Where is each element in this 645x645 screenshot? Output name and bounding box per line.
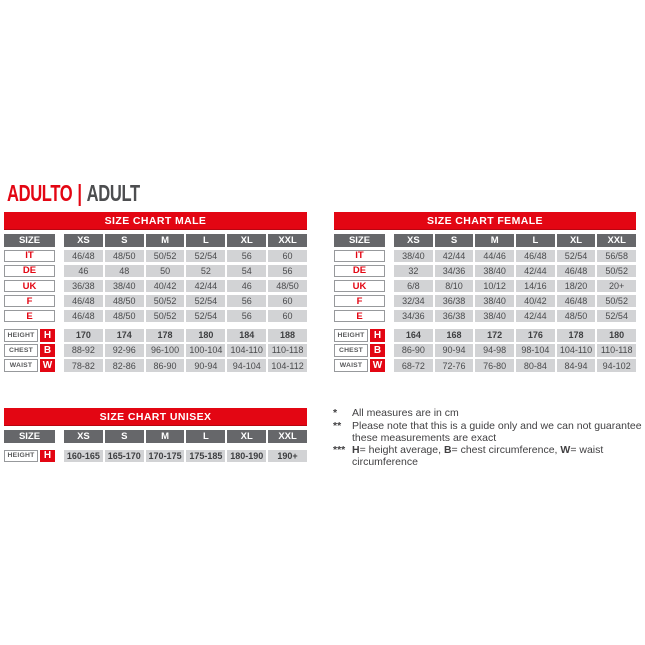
column-gutter [385, 359, 394, 372]
measure-row-label: CHEST [334, 344, 368, 357]
footnote [333, 408, 645, 420]
size-cell: 48/50 [105, 310, 144, 323]
page-title [7, 180, 140, 207]
size-cell: 60 [268, 310, 307, 323]
size-row [334, 295, 636, 308]
measure-cell: 180 [597, 329, 636, 342]
size-cell: 50/52 [597, 295, 636, 308]
measure-cells [64, 344, 307, 357]
size-cell: 50/52 [146, 250, 185, 263]
footnote-text: Please note that this is a guide only and we can not guarantee these measurements are exact [352, 419, 642, 444]
size-cell: 56 [227, 310, 266, 323]
size-row-label: F [4, 295, 55, 308]
size-cell: 42/44 [516, 265, 555, 278]
measure-cell: 90-94 [186, 359, 225, 372]
column-header-cell: XS [64, 430, 103, 443]
size-cell: 60 [268, 295, 307, 308]
footnote [333, 421, 645, 445]
size-cell: 14/16 [516, 280, 555, 293]
size-row-label-wrap [334, 310, 385, 323]
size-cells [64, 295, 307, 308]
size-cell: 60 [268, 250, 307, 263]
footnote-marker: * [333, 407, 338, 419]
measure-row-label: HEIGHT [4, 450, 38, 463]
size-row-label-wrap [334, 250, 385, 263]
measure-row [4, 450, 307, 463]
size-cell: 52/54 [186, 295, 225, 308]
size-cell: 56 [227, 295, 266, 308]
measure-cell: 190+ [268, 450, 307, 463]
size-row-label-wrap [334, 265, 385, 278]
size-cell: 50/52 [597, 265, 636, 278]
measure-letter-badge: H [40, 329, 55, 342]
size-cell: 52/54 [557, 250, 596, 263]
size-column-header: SIZE [4, 430, 55, 443]
size-cell: 40/42 [516, 295, 555, 308]
measure-cells [394, 329, 636, 342]
column-gutter [55, 295, 64, 308]
measure-cell: 160-165 [64, 450, 103, 463]
size-row-label-wrap [4, 280, 55, 293]
column-header-cell: S [105, 234, 144, 247]
measure-cell: 184 [227, 329, 266, 342]
size-cell: 46/48 [64, 250, 103, 263]
size-row-label: F [334, 295, 385, 308]
column-gutter [385, 265, 394, 278]
column-gutter [55, 450, 64, 463]
measure-row [334, 359, 636, 372]
column-header-cell: S [435, 234, 474, 247]
size-cell: 44/46 [475, 250, 514, 263]
size-cell: 48/50 [268, 280, 307, 293]
size-cell: 46 [64, 265, 103, 278]
size-cell: 46/48 [516, 250, 555, 263]
column-header-cells [64, 234, 307, 247]
column-gutter [55, 234, 64, 247]
size-cell: 38/40 [475, 265, 514, 278]
size-cell: 52/54 [186, 250, 225, 263]
measure-cell: 180-190 [227, 450, 266, 463]
size-row-label-wrap [334, 280, 385, 293]
measure-letter-badge: W [370, 359, 385, 372]
measure-row-label-wrap [334, 329, 385, 342]
size-row-label-wrap [334, 295, 385, 308]
column-gutter [385, 280, 394, 293]
size-row [4, 265, 307, 278]
size-cell: 46 [227, 280, 266, 293]
size-cell: 38/40 [475, 310, 514, 323]
measure-cell: 188 [268, 329, 307, 342]
column-header-cell: L [186, 234, 225, 247]
size-cell: 36/38 [435, 295, 474, 308]
measure-cell: 78-82 [64, 359, 103, 372]
measure-cell: 170 [64, 329, 103, 342]
page-title-primary: ADULTO [7, 180, 73, 206]
footnote-marker: ** [333, 419, 342, 432]
measure-cell: 100-104 [186, 344, 225, 357]
measure-cell: 178 [557, 329, 596, 342]
size-cells [394, 250, 636, 263]
size-row-label: E [4, 310, 55, 323]
measure-cell: 165-170 [105, 450, 144, 463]
table-title: SIZE CHART FEMALE [334, 212, 636, 230]
column-header-cell: M [146, 234, 185, 247]
measure-cell: 180 [186, 329, 225, 342]
measure-row-label: WAIST [4, 359, 38, 372]
measure-letter-badge: B [40, 344, 55, 357]
footnotes [333, 408, 645, 470]
measure-row-label: WAIST [334, 359, 368, 372]
size-cells [394, 295, 636, 308]
size-cells [64, 250, 307, 263]
size-chart-unisex-table [4, 408, 307, 465]
size-row [4, 250, 307, 263]
column-gutter [385, 329, 394, 342]
size-cell: 50/52 [146, 295, 185, 308]
size-chart-male-table [4, 212, 307, 374]
measure-cells [394, 359, 636, 372]
column-header-cell: L [516, 234, 555, 247]
measure-cell: 164 [394, 329, 433, 342]
footnote-text: All measures are in cm [352, 407, 459, 419]
measure-cell: 94-104 [227, 359, 266, 372]
measure-cells [394, 344, 636, 357]
size-row-label: E [334, 310, 385, 323]
measure-cell: 174 [105, 329, 144, 342]
size-cell: 52/54 [597, 310, 636, 323]
size-cells [394, 280, 636, 293]
column-header-cell: S [105, 430, 144, 443]
measure-cell: 94-102 [597, 359, 636, 372]
size-cell: 50/52 [146, 310, 185, 323]
size-cell: 20+ [597, 280, 636, 293]
column-header-cells [64, 430, 307, 443]
size-row [334, 310, 636, 323]
size-cell: 46/48 [557, 265, 596, 278]
size-row-label: UK [4, 280, 55, 293]
size-cell: 18/20 [557, 280, 596, 293]
measure-row-label: HEIGHT [4, 329, 38, 342]
size-row-label-wrap [4, 295, 55, 308]
measure-letter-badge: B [370, 344, 385, 357]
column-gutter [55, 310, 64, 323]
size-cell: 10/12 [475, 280, 514, 293]
size-cells [64, 265, 307, 278]
size-cell: 34/36 [435, 265, 474, 278]
column-header-cell: M [146, 430, 185, 443]
measure-row [334, 344, 636, 357]
measure-row-label-wrap [4, 359, 55, 372]
measure-cell: 104-110 [557, 344, 596, 357]
size-cell: 56 [227, 250, 266, 263]
column-header-cell: XS [394, 234, 433, 247]
measure-cell: 68-72 [394, 359, 433, 372]
measure-cells [64, 450, 307, 463]
size-row [334, 250, 636, 263]
measure-cell: 172 [475, 329, 514, 342]
measure-cell: 82-86 [105, 359, 144, 372]
size-cell: 32 [394, 265, 433, 278]
size-cells [394, 265, 636, 278]
size-cells [64, 280, 307, 293]
footnote-text: H= height average, B= chest circumference, W= waist circumference [352, 444, 604, 469]
column-header-cell: XXL [268, 234, 307, 247]
size-cell: 56/58 [597, 250, 636, 263]
measure-row [4, 329, 307, 342]
size-cell: 48/50 [105, 295, 144, 308]
measure-row-label-wrap [334, 344, 385, 357]
size-chart-female-table [334, 212, 636, 374]
measure-cell: 88-92 [64, 344, 103, 357]
measure-row-label-wrap [4, 450, 55, 463]
measure-cell: 72-76 [435, 359, 474, 372]
size-column-header: SIZE [334, 234, 385, 247]
column-gutter [55, 430, 64, 443]
measure-cells [64, 329, 307, 342]
page-title-secondary: ADULT [86, 180, 140, 206]
size-cell: 46/48 [557, 295, 596, 308]
measure-letter-badge: W [40, 359, 55, 372]
size-cell: 54 [227, 265, 266, 278]
size-cell: 40/42 [146, 280, 185, 293]
measure-cell: 92-96 [105, 344, 144, 357]
column-gutter [55, 280, 64, 293]
size-row [334, 265, 636, 278]
size-cell: 48 [105, 265, 144, 278]
size-cell: 6/8 [394, 280, 433, 293]
column-header-cell: L [186, 430, 225, 443]
column-gutter [385, 295, 394, 308]
measure-row-label: HEIGHT [334, 329, 368, 342]
column-header-cell: XS [64, 234, 103, 247]
measure-cell: 86-90 [146, 359, 185, 372]
size-row [4, 310, 307, 323]
size-row [4, 295, 307, 308]
measure-cell: 110-118 [268, 344, 307, 357]
size-cell: 50 [146, 265, 185, 278]
column-gutter [55, 359, 64, 372]
column-gutter [55, 250, 64, 263]
measure-row-label-wrap [4, 344, 55, 357]
column-header-row [4, 234, 307, 247]
measure-cell: 98-104 [516, 344, 555, 357]
size-cells [64, 310, 307, 323]
size-cell: 48/50 [105, 250, 144, 263]
measure-cell: 86-90 [394, 344, 433, 357]
footnote-marker: *** [333, 444, 346, 457]
column-header-cell: XL [227, 430, 266, 443]
measure-cell: 176 [516, 329, 555, 342]
size-cell: 56 [268, 265, 307, 278]
measure-cell: 84-94 [557, 359, 596, 372]
size-cell: 38/40 [105, 280, 144, 293]
column-header-cell: M [475, 234, 514, 247]
size-row-label-wrap [4, 250, 55, 263]
size-cell: 36/38 [435, 310, 474, 323]
column-header-cell: XXL [597, 234, 636, 247]
column-header-row [334, 234, 636, 247]
measure-row [334, 329, 636, 342]
column-gutter [385, 344, 394, 357]
column-gutter [385, 310, 394, 323]
measure-letter-badge: H [40, 450, 55, 463]
size-cell: 42/44 [435, 250, 474, 263]
measure-row-label: CHEST [4, 344, 38, 357]
size-row-label: DE [4, 265, 55, 278]
size-cell: 36/38 [64, 280, 103, 293]
size-cell: 38/40 [394, 250, 433, 263]
measure-cell: 110-118 [597, 344, 636, 357]
table-title: SIZE CHART MALE [4, 212, 307, 230]
size-cell: 34/36 [394, 310, 433, 323]
measure-cells [64, 359, 307, 372]
measure-row-label-wrap [334, 359, 385, 372]
column-gutter [55, 329, 64, 342]
size-cell: 42/44 [516, 310, 555, 323]
measure-cell: 175-185 [186, 450, 225, 463]
size-cell: 46/48 [64, 310, 103, 323]
table-title: SIZE CHART UNISEX [4, 408, 307, 426]
measure-row [4, 344, 307, 357]
measure-cell: 80-84 [516, 359, 555, 372]
size-cell: 32/34 [394, 295, 433, 308]
size-cell: 46/48 [64, 295, 103, 308]
size-cells [394, 310, 636, 323]
measure-cell: 178 [146, 329, 185, 342]
size-row [334, 280, 636, 293]
size-row-label: IT [4, 250, 55, 263]
measure-cell: 104-110 [227, 344, 266, 357]
column-header-row [4, 430, 307, 443]
size-cell: 38/40 [475, 295, 514, 308]
measure-cell: 170-175 [146, 450, 185, 463]
column-header-cell: XXL [268, 430, 307, 443]
size-row [4, 280, 307, 293]
column-header-cells [394, 234, 636, 247]
column-header-cell: XL [557, 234, 596, 247]
size-row-label-wrap [4, 310, 55, 323]
size-row-label: IT [334, 250, 385, 263]
footnote [333, 445, 645, 469]
measure-cell: 104-112 [268, 359, 307, 372]
measure-letter-badge: H [370, 329, 385, 342]
size-row-label-wrap [4, 265, 55, 278]
measure-row-label-wrap [4, 329, 55, 342]
column-header-cell: XL [227, 234, 266, 247]
size-column-header: SIZE [4, 234, 55, 247]
column-gutter [55, 265, 64, 278]
measure-row [4, 359, 307, 372]
column-gutter [385, 234, 394, 247]
size-cell: 48/50 [557, 310, 596, 323]
size-row-label: DE [334, 265, 385, 278]
measure-cell: 94-98 [475, 344, 514, 357]
size-cell: 52/54 [186, 310, 225, 323]
measure-cell: 76-80 [475, 359, 514, 372]
measure-cell: 168 [435, 329, 474, 342]
size-cell: 8/10 [435, 280, 474, 293]
measure-cell: 90-94 [435, 344, 474, 357]
size-cell: 52 [186, 265, 225, 278]
column-gutter [385, 250, 394, 263]
size-row-label: UK [334, 280, 385, 293]
column-gutter [55, 344, 64, 357]
measure-cell: 96-100 [146, 344, 185, 357]
size-cell: 42/44 [186, 280, 225, 293]
page-title-separator-icon: | [77, 180, 82, 206]
